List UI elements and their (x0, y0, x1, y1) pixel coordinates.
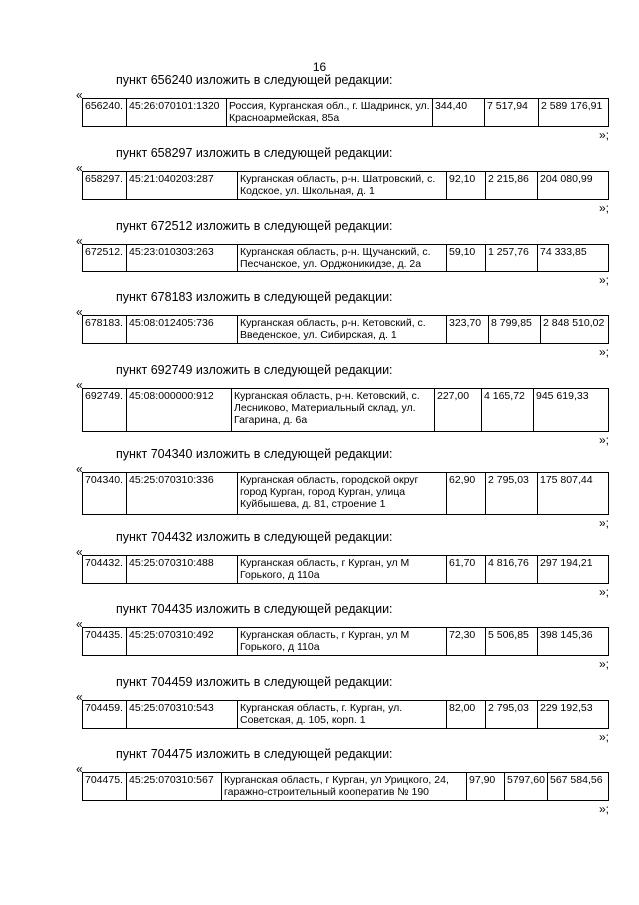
opening-quote: « (76, 378, 83, 392)
record-table (82, 315, 609, 344)
area-cell: 62,90 (447, 473, 486, 515)
closing-quote: »; (598, 273, 609, 287)
cadastral-rate-cell: 2 795,03 (486, 473, 538, 515)
record-table (82, 98, 609, 127)
cadastral-rate-cell: 2 795,03 (486, 701, 538, 729)
cadastral-number-cell: 45:26:070101:1320 (127, 99, 227, 127)
table-row (83, 628, 609, 656)
item-number-cell: 704459. (83, 701, 127, 729)
cadastral-number-cell: 45:08:000000:912 (127, 389, 232, 432)
amendment-heading: пункт 678183 изложить в следующей редакции: (116, 290, 393, 304)
cadastral-rate-cell: 5797,60 (505, 773, 548, 801)
table-row (83, 245, 609, 272)
area-cell: 92,10 (447, 172, 486, 200)
record-table (82, 700, 609, 729)
closing-quote: »; (598, 201, 609, 215)
area-cell: 82,00 (447, 701, 486, 729)
closing-quote: »; (598, 128, 609, 142)
cadastral-number-cell: 45:25:070310:336 (127, 473, 238, 515)
closing-quote: »; (598, 585, 609, 599)
item-number-cell: 658297. (83, 172, 127, 200)
cadastral-rate-cell: 7 517,94 (485, 99, 539, 127)
area-cell: 344,40 (433, 99, 485, 127)
table-row (83, 172, 609, 200)
opening-quote: « (76, 690, 83, 704)
cadastral-number-cell: 45:25:070310:567 (127, 773, 222, 801)
opening-quote: « (76, 462, 83, 476)
amendment-heading: пункт 672512 изложить в следующей редакции: (116, 219, 393, 233)
cadastral-value-cell: 945 619,33 (534, 389, 609, 432)
record-table (82, 388, 609, 432)
amendment-heading: пункт 656240 изложить в следующей редакции: (116, 73, 393, 87)
address-cell: Курганская область, р-н. Шатровский, с. Кодское, ул. Школьная, д. 1 (238, 172, 447, 200)
address-cell: Курганская область, р-н. Щучанский, с. Песчанское, ул. Орджоникидзе, д. 2а (238, 245, 447, 272)
area-cell: 59,10 (447, 245, 486, 272)
record-table (82, 555, 609, 584)
address-cell: Россия, Курганская обл., г. Шадринск, ул. Красноармейская, 85а (227, 99, 433, 127)
item-number-cell: 678183. (83, 316, 127, 344)
cadastral-number-cell: 45:23:010303:263 (127, 245, 238, 272)
cadastral-number-cell: 45:25:070310:492 (127, 628, 238, 656)
cadastral-value-cell: 567 584,56 (548, 773, 609, 801)
amendment-heading: пункт 704475 изложить в следующей редакции: (116, 747, 393, 761)
cadastral-value-cell: 398 145,36 (538, 628, 609, 656)
amendment-heading: пункт 704432 изложить в следующей редакции: (116, 530, 393, 544)
table-row (83, 99, 609, 127)
cadastral-value-cell: 74 333,85 (538, 245, 609, 272)
table-row (83, 556, 609, 584)
cadastral-rate-cell: 2 215,86 (486, 172, 538, 200)
record-table (82, 772, 609, 801)
cadastral-rate-cell: 5 506,85 (486, 628, 538, 656)
cadastral-rate-cell: 4 165,72 (482, 389, 534, 432)
page-number: 16 (312, 60, 327, 74)
amendment-heading: пункт 704340 изложить в следующей редакции: (116, 447, 393, 461)
cadastral-rate-cell: 8 799,85 (489, 316, 541, 344)
item-number-cell: 656240. (83, 99, 127, 127)
opening-quote: « (76, 161, 83, 175)
table-row (83, 389, 609, 432)
amendment-heading: пункт 658297 изложить в следующей редакции: (116, 146, 393, 160)
table-row (83, 316, 609, 344)
cadastral-value-cell: 229 192,53 (538, 701, 609, 729)
address-cell: Курганская область, городской округ город Курган, город Курган, улица Куйбышева, д. 81, строение 1 (238, 473, 447, 515)
cadastral-number-cell: 45:25:070310:488 (127, 556, 238, 584)
table-row (83, 701, 609, 729)
area-cell: 72,30 (447, 628, 486, 656)
amendment-heading: пункт 692749 изложить в следующей редакции: (116, 363, 393, 377)
amendment-heading: пункт 704459 изложить в следующей редакции: (116, 675, 393, 689)
item-number-cell: 704340. (83, 473, 127, 515)
opening-quote: « (76, 234, 83, 248)
address-cell: Курганская область, р-н. Кетовский, с. Лесниково, Материальный склад, ул. Гагарина, д. 6а (232, 389, 435, 432)
record-table (82, 627, 609, 656)
record-table (82, 171, 609, 200)
record-table (82, 472, 609, 515)
cadastral-value-cell: 204 080,99 (538, 172, 609, 200)
closing-quote: »; (598, 516, 609, 530)
closing-quote: »; (598, 802, 609, 816)
cadastral-rate-cell: 1 257,76 (486, 245, 538, 272)
cadastral-number-cell: 45:08:012405:736 (127, 316, 238, 344)
cadastral-value-cell: 2 589 176,91 (539, 99, 609, 127)
item-number-cell: 672512. (83, 245, 127, 272)
cadastral-rate-cell: 4 816,76 (486, 556, 538, 584)
area-cell: 97,90 (467, 773, 505, 801)
opening-quote: « (76, 617, 83, 631)
address-cell: Курганская область, г Курган, ул М Горького, д 110а (238, 628, 447, 656)
opening-quote: « (76, 545, 83, 559)
closing-quote: »; (598, 345, 609, 359)
address-cell: Курганская область, г. Курган, ул. Советская, д. 105, корп. 1 (238, 701, 447, 729)
item-number-cell: 692749. (83, 389, 127, 432)
table-row (83, 473, 609, 515)
record-table (82, 244, 609, 272)
item-number-cell: 704432. (83, 556, 127, 584)
area-cell: 227,00 (435, 389, 482, 432)
cadastral-number-cell: 45:25:070310:543 (127, 701, 238, 729)
area-cell: 61,70 (447, 556, 486, 584)
address-cell: Курганская область, г Курган, ул М Горького, д 110а (238, 556, 447, 584)
closing-quote: »; (598, 730, 609, 744)
opening-quote: « (76, 305, 83, 319)
address-cell: Курганская область, р-н. Кетовский, с. Введенское, ул. Сибирская, д. 1 (238, 316, 447, 344)
item-number-cell: 704435. (83, 628, 127, 656)
closing-quote: »; (598, 657, 609, 671)
opening-quote: « (76, 88, 83, 102)
area-cell: 323,70 (447, 316, 489, 344)
cadastral-value-cell: 297 194,21 (538, 556, 609, 584)
cadastral-value-cell: 2 848 510,02 (541, 316, 609, 344)
item-number-cell: 704475. (83, 773, 127, 801)
opening-quote: « (76, 762, 83, 776)
closing-quote: »; (598, 433, 609, 447)
address-cell: Курганская область, г Курган, ул Урицкого, 24, гаражно-строительный кооператив № 190 (222, 773, 467, 801)
cadastral-value-cell: 175 807,44 (538, 473, 609, 515)
table-row (83, 773, 609, 801)
cadastral-number-cell: 45:21:040203:287 (127, 172, 238, 200)
amendment-heading: пункт 704435 изложить в следующей редакции: (116, 602, 393, 616)
